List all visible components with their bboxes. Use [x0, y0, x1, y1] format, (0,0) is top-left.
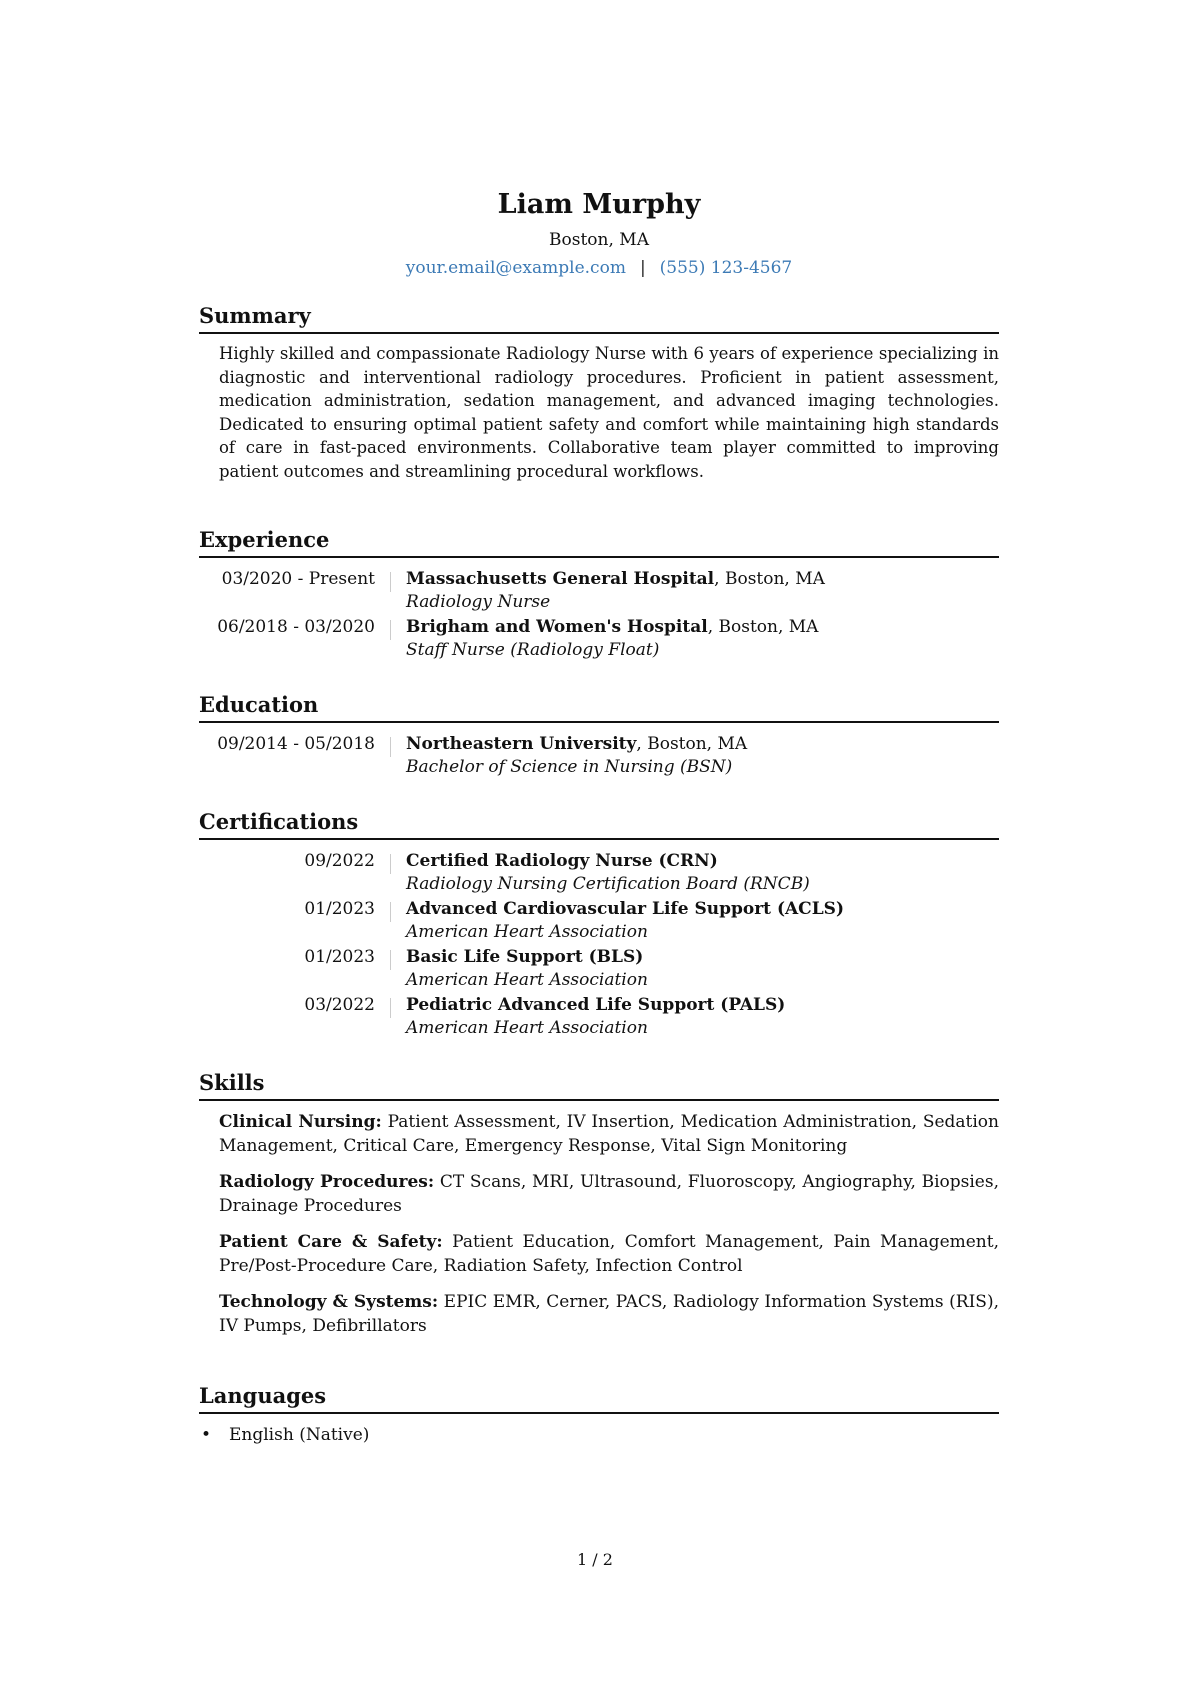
section-title-experience: Experience: [199, 527, 999, 558]
experience-section: [199, 527, 999, 664]
email-link[interactable]: your.email@example.com: [405, 258, 626, 278]
education-list: [199, 733, 999, 779]
certification-list: [199, 850, 999, 1040]
skills-section: [199, 1070, 999, 1351]
entry-date: 03/2020 - Present: [221, 569, 375, 589]
skill-category: Technology & Systems:: [219, 1292, 439, 1312]
entry-date: 09/2014 - 05/2018: [217, 734, 375, 754]
certification-issuer: American Heart Association: [406, 922, 648, 942]
certification-entry: [199, 946, 999, 992]
skill-values: EPIC EMR, Cerner, PACS, Radiology Information Systems (RIS), IV Pumps, Defibrillators: [219, 1292, 999, 1336]
experience-entry: [199, 616, 999, 662]
school-name: Northeastern University: [406, 734, 637, 754]
job-title: Staff Nurse (Radiology Float): [406, 640, 660, 660]
section-title-education: Education: [199, 692, 999, 723]
skill-values: Patient Education, Comfort Management, Pain Management, Pre/Post-Procedure Care, Radiation Safety, Infection Control: [219, 1232, 999, 1276]
skill-group: [219, 1111, 999, 1158]
entry-divider: [390, 620, 391, 640]
employer-name: Massachusetts General Hospital: [406, 569, 715, 589]
section-title-summary: Summary: [199, 303, 999, 334]
contact-line: [199, 256, 999, 280]
education-section: [199, 692, 999, 781]
entry-detail: [406, 850, 999, 896]
skill-values: Patient Assessment, IV Insertion, Medication Administration, Sedation Management, Critical Care, Emergency Response, Vital Sign Monitoring: [219, 1112, 999, 1156]
skill-category: Patient Care & Safety:: [219, 1232, 443, 1252]
certification-issuer: American Heart Association: [406, 970, 648, 990]
school-location: , Boston, MA: [636, 734, 748, 754]
experience-entry: [199, 568, 999, 614]
resume-header: [199, 188, 999, 280]
certification-issuer: Radiology Nursing Certification Board (RNCB): [406, 874, 810, 894]
entry-divider: [390, 572, 391, 592]
language-name: English (Native): [229, 1425, 370, 1445]
skill-group: [219, 1291, 999, 1338]
candidate-name: Liam Murphy: [497, 189, 701, 220]
phone-link[interactable]: (555) 123-4567: [659, 258, 793, 278]
employer-location: , Boston, MA: [707, 617, 819, 637]
certification-entry: [199, 994, 999, 1040]
languages-section: [199, 1383, 999, 1447]
section-title-languages: Languages: [199, 1383, 999, 1414]
candidate-location: Boston, MA: [549, 230, 649, 250]
entry-date: 01/2023: [304, 947, 375, 967]
education-entry: [199, 733, 999, 779]
entry-divider: [390, 998, 391, 1018]
degree: Bachelor of Science in Nursing (BSN): [406, 757, 733, 777]
certification-entry: [199, 850, 999, 896]
entry-date: 09/2022: [304, 851, 375, 871]
bullet-icon: •: [201, 1425, 212, 1445]
skills-list: [219, 1111, 999, 1338]
summary-section: [199, 303, 999, 483]
contact-separator: |: [639, 258, 646, 278]
section-title-skills: Skills: [199, 1070, 999, 1101]
certification-issuer: American Heart Association: [406, 1018, 648, 1038]
certification-name: Certified Radiology Nurse (CRN): [406, 851, 718, 871]
entry-divider: [390, 950, 391, 970]
entry-detail: [406, 568, 999, 614]
entry-detail: [406, 616, 999, 662]
language-list: [199, 1424, 999, 1447]
summary-text: Highly skilled and compassionate Radiology Nurse with 6 years of experience specializing in diagnostic and interventional radiology procedures. Proficient in patient assessment, medication administration, sedation management, and advanced imaging technologies. Dedicated to ensuring optimal patient safety and comfort while maintaining high standards of care in fast-paced environments. Collaborative team player committed to improving patient outcomes and streamlining procedural workflows.: [219, 344, 999, 481]
skill-group: [219, 1231, 999, 1278]
certification-name: Basic Life Support (BLS): [406, 947, 644, 967]
certifications-section: [199, 809, 999, 1042]
certification-entry: [199, 898, 999, 944]
entry-date: 06/2018 - 03/2020: [217, 617, 375, 637]
employer-location: , Boston, MA: [714, 569, 825, 589]
entry-divider: [390, 902, 391, 922]
skill-values: CT Scans, MRI, Ultrasound, Fluoroscopy, Angiography, Biopsies, Drainage Procedures: [219, 1172, 999, 1216]
experience-list: [199, 568, 999, 662]
entry-divider: [390, 737, 391, 757]
section-title-certifications: Certifications: [199, 809, 999, 840]
skill-category: Clinical Nursing:: [219, 1112, 382, 1132]
resume-page: [199, 188, 999, 1445]
entry-date: 03/2022: [304, 995, 375, 1015]
page-number: 1 / 2: [577, 1550, 613, 1569]
entry-date: 01/2023: [304, 899, 375, 919]
entry-detail: [406, 898, 999, 944]
employer-name: Brigham and Women's Hospital: [406, 617, 708, 637]
skill-category: Radiology Procedures:: [219, 1172, 435, 1192]
entry-detail: [406, 994, 999, 1040]
entry-divider: [390, 854, 391, 874]
certification-name: Pediatric Advanced Life Support (PALS): [406, 995, 786, 1015]
skill-group: [219, 1171, 999, 1218]
entry-detail: [406, 946, 999, 992]
certification-name: Advanced Cardiovascular Life Support (ACLS): [406, 899, 844, 919]
job-title: Radiology Nurse: [406, 592, 551, 612]
language-item: [199, 1424, 999, 1447]
entry-detail: [406, 733, 999, 779]
